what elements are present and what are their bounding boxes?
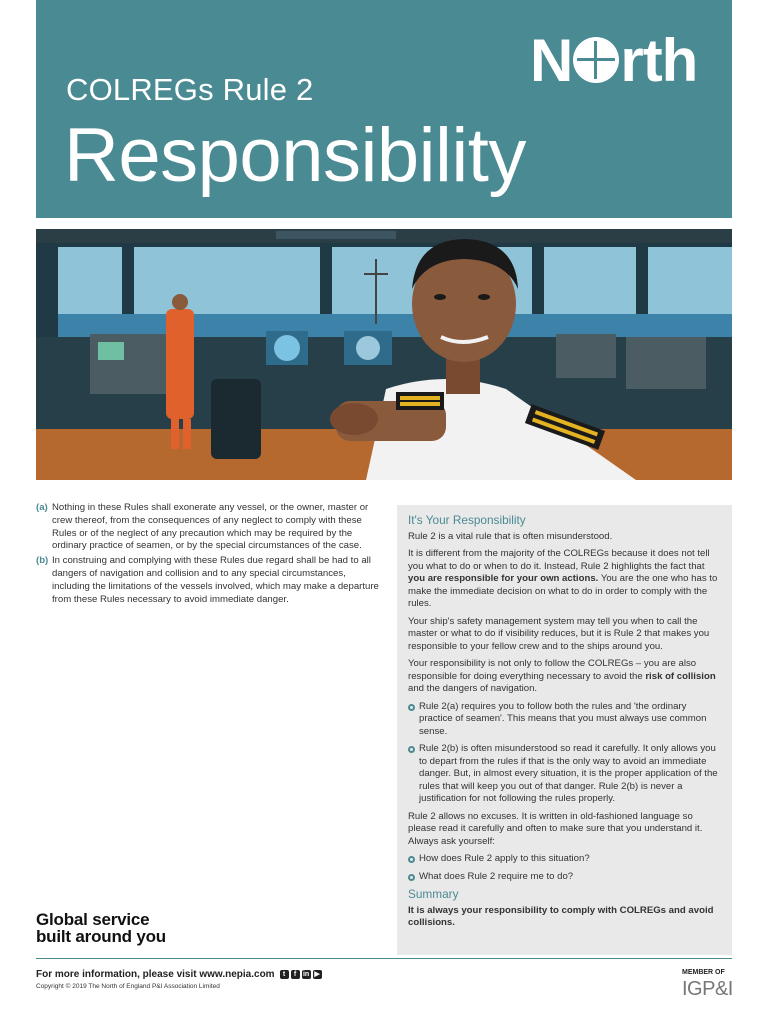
north-logo bbox=[530, 26, 697, 95]
facebook-icon[interactable]: f bbox=[291, 970, 300, 979]
rule-clause-label: (b) bbox=[36, 555, 49, 567]
rule-clause-label: (a) bbox=[36, 502, 48, 513]
tagline-line-1: Global service bbox=[36, 910, 150, 929]
panel-paragraph bbox=[408, 548, 722, 611]
rule-text-section bbox=[36, 502, 380, 608]
panel-heading: It's Your Responsibility bbox=[408, 513, 526, 527]
footer-divider bbox=[36, 958, 732, 959]
question-item bbox=[408, 871, 722, 884]
panel-paragraph bbox=[408, 658, 722, 696]
rule-clause bbox=[36, 502, 380, 553]
social-links bbox=[280, 970, 324, 979]
emphasis-text: you are responsible for your own actions. bbox=[408, 573, 599, 584]
compass-icon bbox=[573, 37, 619, 83]
rule-clause bbox=[36, 555, 380, 606]
text-run: and the dangers of navigation. bbox=[408, 683, 538, 694]
logo-text-start: N bbox=[530, 27, 573, 94]
document-title: Responsibility bbox=[64, 113, 526, 198]
bullet-text: Rule 2(a) requires you to follow both the rules and 'the ordinary practice of seamen'. This means that you must always use common sense. bbox=[419, 700, 707, 737]
bullet-circle-icon bbox=[408, 856, 415, 863]
igpi-logo: IGP&I bbox=[682, 978, 733, 1000]
panel-paragraph: Your ship's safety management system may tell you when to call the master or what to do if visibility reduces, but it is Rule 2 that makes you responsible to your fellow crew and to the ships around you. bbox=[408, 615, 710, 652]
text-run: Your responsibility is not only to follow the COLREGs – you are also responsible for doing everything necessary to avoid the bbox=[408, 658, 697, 682]
rule-clause-text: In construing and complying with these Rules due regard shall be had to all dangers of navigation and collision and to any special circumstances, including the limitations of the vessels involved, which may make a departure from these Rules necessary to avoid immediate danger. bbox=[52, 555, 379, 605]
question-item bbox=[408, 853, 722, 866]
bullet-item bbox=[408, 701, 722, 739]
logo-text-end: rth bbox=[620, 27, 698, 94]
bullet-item bbox=[408, 743, 722, 806]
rule-clause-text: Nothing in these Rules shall exonerate any vessel, or the owner, master or crew thereof, from the consequences of any neglect to comply with these Rules or of the neglect of any precaution which may be required by the ordinary practice of seamen, or by the special circumstances of the case. bbox=[52, 502, 369, 552]
footer-info-text: For more information, please visit www.nepia.com bbox=[36, 969, 275, 980]
youtube-icon[interactable]: ▶ bbox=[314, 971, 320, 978]
tagline bbox=[36, 911, 166, 945]
twitter-icon[interactable]: t bbox=[280, 970, 289, 979]
text-run: You are the one who has to make the immediate decision on what to do in order to comply with the rules. bbox=[408, 573, 718, 609]
member-label: MEMBER OF bbox=[682, 969, 725, 976]
summary-text: It is always your responsibility to comply with COLREGs and avoid collisions. bbox=[408, 904, 714, 928]
bridge-illustration bbox=[36, 229, 732, 480]
summary-heading: Summary bbox=[408, 887, 459, 901]
question-text: How does Rule 2 apply to this situation? bbox=[419, 853, 590, 864]
footer-info bbox=[36, 969, 324, 980]
bullet-circle-icon bbox=[408, 874, 415, 881]
bullet-circle-icon bbox=[408, 746, 415, 753]
bullet-text: Rule 2(b) is often misunderstood so read it carefully. It only allows you to depart from the rules if that is the only way to avoid an immediate danger. But, in almost every situation, it is the proper application of the rules that will keep you out of that danger. Rule 2(b) is never a justification for not following the rules properly. bbox=[419, 743, 718, 804]
bullet-circle-icon bbox=[408, 704, 415, 711]
linkedin-icon[interactable]: in bbox=[302, 971, 310, 978]
emphasis-text: risk of collision bbox=[645, 670, 716, 682]
header-banner bbox=[36, 0, 732, 218]
copyright-text: Copyright © 2019 The North of England P&I Association Limited bbox=[36, 983, 220, 990]
text-run: It is different from the majority of the COLREGs because it does not tell you what to do or when to do it. Instead, Rule 2 highlights the fact that bbox=[408, 548, 710, 572]
tagline-line-2: built around you bbox=[36, 927, 166, 946]
document-subtitle: COLREGs Rule 2 bbox=[66, 72, 314, 107]
panel-paragraph: Rule 2 allows no excuses. It is written in old-fashioned language so please read it carefully and often to make sure that you understand it. Always ask yourself: bbox=[408, 810, 703, 847]
responsibility-panel bbox=[397, 505, 732, 955]
panel-paragraph: Rule 2 is a vital rule that is often misunderstood. bbox=[408, 530, 613, 542]
question-text: What does Rule 2 require me to do? bbox=[419, 870, 574, 882]
